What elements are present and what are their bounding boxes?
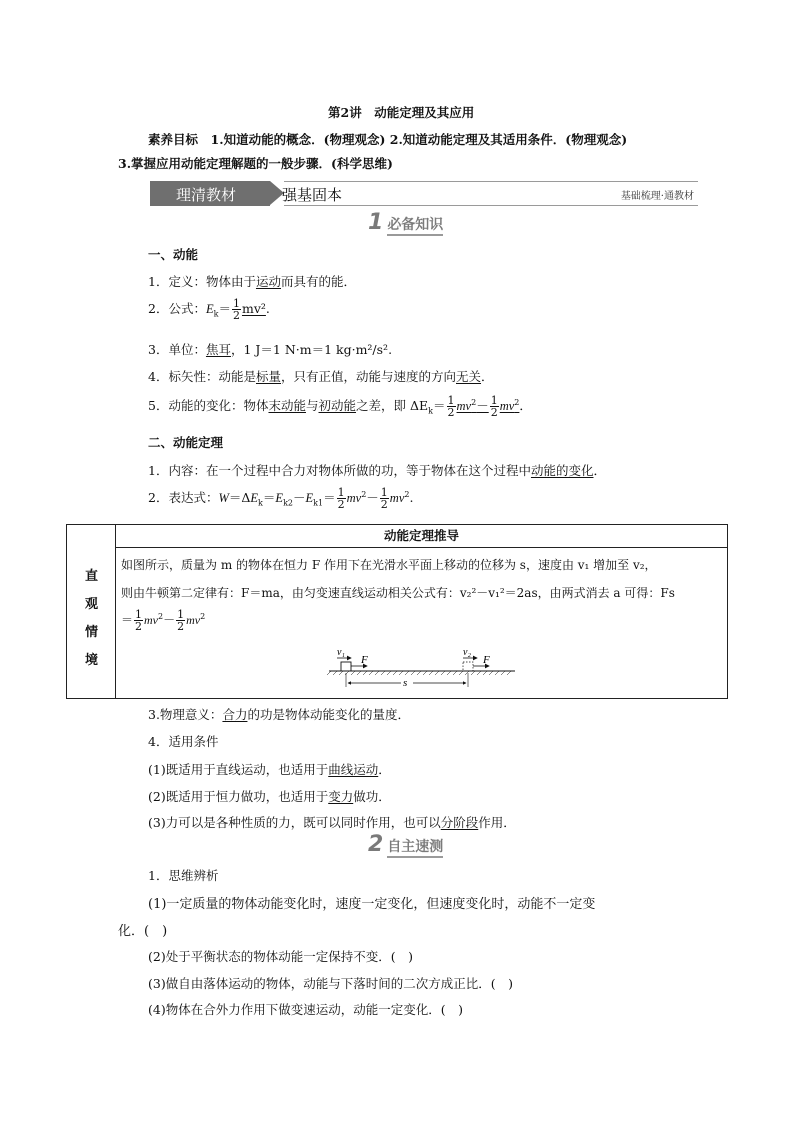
v2-label: v₂ <box>463 647 471 658</box>
part1-heading: 一、动能 <box>148 247 199 262</box>
banner-right-text: 基础梳理·通教材 <box>620 191 694 202</box>
part1-item-5: 5．动能的变化：物体末动能与初动能之差，即 $\Delta E_k=$ $\frac{1}{2}$ $mv^2-$ $\frac{1}{2}$ $mv^2$． <box>148 394 532 419</box>
part1-item-3: 3．单位：焦耳，1 J＝1 N·m＝1 kg·m²/s². <box>148 342 393 357</box>
part2-item-3: 3.物理意义：合力的功是物体动能变化的量度． <box>148 707 410 722</box>
keyword: 运动 <box>255 274 281 289</box>
section-label: 自主速测 <box>387 839 443 858</box>
context-line-2: 则由牛顿第二定律有：F＝ma，由匀变速直线运动相关公式有：v₂²－v₁²＝2as，由两式消去 a 可得：Fs <box>121 586 675 600</box>
section-number: 1 <box>368 210 384 235</box>
part2-item-2: 2．表达式：$W=\Delta E_k=E_{k2}-E_{k1}=$ $\frac{1}{2}$ $mv^2-$ $\frac{1}{2}$ $mv^2$. <box>148 486 414 511</box>
goals-line-2: 3.掌握应用动能定理解题的一般步骤．(科学思维) <box>118 156 393 171</box>
condition-2: (2)既适用于恒力做功，也适用于变力做功． <box>148 789 391 804</box>
context-header: 动能定理推导 <box>116 525 727 548</box>
section-number: 2 <box>368 832 384 857</box>
condition-1: (1)既适用于直线运动，也适用于曲线运动． <box>148 762 391 777</box>
section-banner <box>150 181 698 206</box>
section-heading-1 <box>368 210 443 235</box>
question-3: (3)做自由落体运动的物体，动能与下落时间的二次方成正比．( ) <box>148 976 513 991</box>
part1-item-4: 4．标矢性：动能是标量，只有正值，动能与速度的方向无关． <box>148 369 494 384</box>
context-side-label: 直 观 情 境 <box>67 525 116 698</box>
section-label: 必备知识 <box>387 217 443 236</box>
goals-label: 素养目标 <box>148 132 199 147</box>
page-title: 第2讲 动能定理及其应用 <box>328 105 475 120</box>
part2-item-4: 4．适用条件 <box>148 734 219 749</box>
banner-middle-text: 强基固本 <box>282 186 343 204</box>
condition-3: (3)力可以是各种性质的力，既可以同时作用，也可以分阶段作用． <box>148 815 516 830</box>
question-1b: 化．( ) <box>118 924 168 939</box>
question-4: (4)物体在合外力作用下做变速运动，动能一定变化．( ) <box>148 1002 463 1017</box>
goals-line-1 <box>148 130 627 148</box>
keyword: 焦耳 <box>205 342 231 357</box>
section-heading-2 <box>368 832 443 857</box>
part1-item-2: 2．公式：$E_k=$ $\frac{1}{2}$ mv². <box>148 297 270 322</box>
part1-item-1: 1．定义：物体由于运动而具有的能． <box>148 274 356 289</box>
force-label-2: F <box>483 654 490 666</box>
part2-item-1: 1．内容：在一个过程中合力对物体所做的功，等于物体在这个过程中动能的变化． <box>148 463 606 478</box>
question-1a: (1)一定质量的物体动能变化时，速度一定变化，但速度变化时，动能不一定变 <box>148 897 596 912</box>
context-line-3: ＝ $\frac{1}{2}$ $mv^2-$ $\frac{1}{2}$ $mv^2$ <box>121 608 206 633</box>
fraction: $\frac{1}{2}$ <box>232 297 240 322</box>
question-2: (2)处于平衡状态的物体动能一定保持不变．( ) <box>148 949 413 964</box>
block-end <box>463 662 473 671</box>
part3-heading: 1．思维辨析 <box>148 868 219 883</box>
goals-text-1: 1.知道动能的概念．(物理观念) 2.知道动能定理及其适用条件．(物理观念) <box>210 132 628 147</box>
banner-left-text: 理清教材 <box>176 186 237 204</box>
part2-heading: 二、动能定理 <box>148 435 224 450</box>
context-table <box>66 524 728 699</box>
displacement-label: s <box>403 677 408 689</box>
v1-label: v₁ <box>337 647 345 658</box>
motion-diagram <box>325 643 525 691</box>
context-line-1: 如图所示，质量为 m 的物体在恒力 F 作用下在光滑水平面上移动的位移为 s，速度由 v₁ 增加至 v₂， <box>121 558 657 572</box>
block-start <box>341 662 351 671</box>
force-label-1: F <box>361 654 368 666</box>
